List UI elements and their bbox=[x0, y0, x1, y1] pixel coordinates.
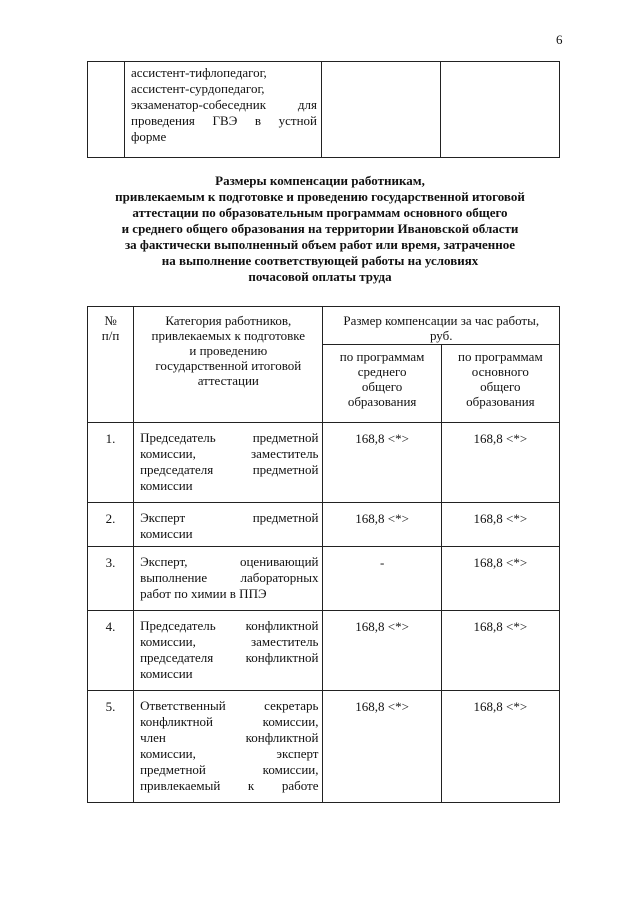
header-row bbox=[88, 307, 560, 345]
category-line: экзаменатор-собеседник для bbox=[131, 97, 317, 112]
row-secondary-value: 168,8 <*> bbox=[355, 431, 409, 446]
row-secondary-cell bbox=[323, 691, 441, 803]
continuation-table bbox=[87, 61, 560, 158]
row-number-cell bbox=[88, 503, 134, 547]
row-category-line: Председатель конфликтной bbox=[140, 618, 319, 633]
header-compensation-line: Размер компенсации за час работы, bbox=[343, 313, 540, 328]
row-secondary-value: 168,8 <*> bbox=[355, 699, 409, 714]
row-category-line: председателя предметной bbox=[140, 462, 319, 477]
header-basic-line: образования bbox=[466, 394, 535, 409]
row-category-cell bbox=[134, 547, 323, 611]
row-secondary-cell bbox=[323, 611, 441, 691]
row-secondary-cell bbox=[323, 547, 441, 611]
row-secondary-value: 168,8 <*> bbox=[355, 619, 409, 634]
row-number-cell bbox=[88, 547, 134, 611]
header-secondary-line: по программам bbox=[339, 349, 425, 364]
table-row bbox=[88, 611, 560, 691]
row-basic-value: 168,8 <*> bbox=[473, 619, 528, 634]
title-line: Размеры компенсации работникам, bbox=[215, 173, 425, 188]
row-category-line: комиссии bbox=[140, 526, 193, 541]
row-category-line: привлекаемый к работе bbox=[140, 778, 319, 793]
row-number: 2. bbox=[105, 511, 116, 526]
title-line: за фактически выполненный объем работ или время, затраченное bbox=[124, 237, 516, 252]
table-row bbox=[88, 503, 560, 547]
title-line: аттестации по образовательным программам основного общего bbox=[132, 205, 508, 220]
header-category-line: и проведению bbox=[189, 343, 268, 358]
row-number-cell bbox=[88, 611, 134, 691]
header-number-cell bbox=[88, 307, 134, 423]
row-category-line: член конфликтной bbox=[140, 730, 319, 745]
row-basic-cell bbox=[441, 503, 559, 547]
header-number: № bbox=[104, 313, 117, 328]
row-secondary-value: 168,8 <*> bbox=[355, 511, 409, 526]
row-number: 5. bbox=[105, 699, 116, 714]
row-category-cell bbox=[134, 611, 323, 691]
header-basic-line: общего bbox=[480, 379, 521, 394]
table-row bbox=[88, 423, 560, 503]
row-category-line: конфликтной комиссии, bbox=[140, 714, 319, 729]
header-compensation-cell bbox=[323, 307, 560, 345]
row-number-cell bbox=[88, 423, 134, 503]
row-category-cell bbox=[134, 503, 323, 547]
category-line: форме bbox=[131, 129, 167, 144]
title-line: и среднего общего образования на территории Ивановской области bbox=[121, 221, 519, 236]
row-basic-cell bbox=[441, 611, 559, 691]
header-basic-line: по программам bbox=[458, 349, 543, 364]
row-category-line: председателя конфликтной bbox=[140, 650, 319, 665]
header-category-line: привлекаемых к подготовке bbox=[151, 328, 306, 343]
header-basic-cell bbox=[441, 345, 559, 423]
row-basic-cell bbox=[441, 547, 559, 611]
category-line: ассистент-тифлопедагог, bbox=[131, 65, 267, 80]
row-category-line: работ по химии в ППЭ bbox=[140, 586, 267, 601]
number-cell bbox=[88, 62, 125, 158]
row-category-line: Председатель предметной bbox=[140, 430, 319, 445]
row-basic-value: 168,8 <*> bbox=[473, 699, 528, 714]
header-category-line: аттестации bbox=[197, 373, 259, 388]
row-category-line: предметной комиссии, bbox=[140, 762, 319, 777]
header-secondary-line: образования bbox=[347, 394, 417, 409]
category-cell bbox=[125, 62, 322, 158]
header-category-line: Категория работников, bbox=[165, 313, 292, 328]
row-category-line: комиссии, заместитель bbox=[140, 634, 319, 649]
category-line: ассистент-сурдопедагог, bbox=[131, 81, 265, 96]
row-category-line: комиссии, заместитель bbox=[140, 446, 319, 461]
row-number: 3. bbox=[105, 555, 116, 570]
header-category-line: государственной итоговой bbox=[155, 358, 302, 373]
header-number: п/п bbox=[101, 328, 120, 343]
header-secondary-cell bbox=[323, 345, 441, 423]
row-category-line: комиссии bbox=[140, 666, 193, 681]
header-compensation-line: руб. bbox=[429, 328, 453, 343]
row-category-line: комиссии, эксперт bbox=[140, 746, 319, 761]
page-number: 6 bbox=[556, 32, 563, 47]
row-basic-value: 168,8 <*> bbox=[473, 555, 528, 570]
row-number: 1. bbox=[105, 431, 116, 446]
section-title bbox=[60, 173, 580, 285]
table-row bbox=[88, 547, 560, 611]
secondary-value-cell bbox=[322, 62, 441, 158]
table-row bbox=[88, 691, 560, 803]
header-secondary-line: среднего bbox=[357, 364, 407, 379]
row-category-line: выполнение лабораторных bbox=[140, 570, 319, 585]
row-category-line: Эксперт предметной bbox=[140, 510, 319, 525]
row-basic-value: 168,8 <*> bbox=[473, 511, 528, 526]
title-line: на выполнение соответствующей работы на условиях bbox=[161, 253, 479, 268]
row-secondary-cell bbox=[323, 503, 441, 547]
row-basic-cell bbox=[441, 423, 559, 503]
header-category-cell bbox=[134, 307, 323, 423]
row-category-line: Эксперт, оценивающий bbox=[140, 554, 319, 569]
row-category-cell bbox=[134, 423, 323, 503]
row-basic-value: 168,8 <*> bbox=[473, 431, 528, 446]
row-number: 4. bbox=[105, 619, 116, 634]
basic-value-cell bbox=[441, 62, 560, 158]
row-category-line: комиссии bbox=[140, 478, 193, 493]
title-line: почасовой оплаты труда bbox=[248, 269, 392, 284]
header-basic-line: основного bbox=[471, 364, 529, 379]
compensation-table bbox=[87, 306, 560, 803]
table-row bbox=[88, 62, 560, 158]
row-secondary-value: - bbox=[379, 555, 385, 570]
title-line: привлекаемым к подготовке и проведению государственной итоговой bbox=[115, 189, 525, 204]
row-number-cell bbox=[88, 691, 134, 803]
row-category-cell bbox=[134, 691, 323, 803]
row-secondary-cell bbox=[323, 423, 441, 503]
row-basic-cell bbox=[441, 691, 559, 803]
header-secondary-line: общего bbox=[361, 379, 403, 394]
row-category-line: Ответственный секретарь bbox=[140, 698, 319, 713]
category-line: проведения ГВЭ в устной bbox=[131, 113, 317, 128]
